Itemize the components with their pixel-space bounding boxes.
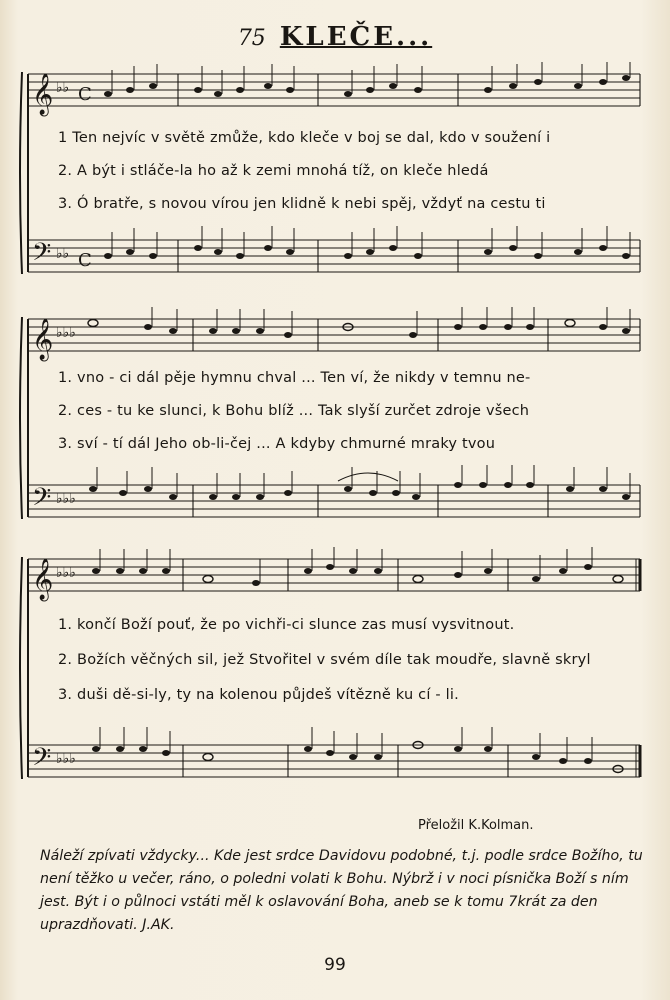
lyric-line-1-3: 3. Ó bratře, s novou vírou jen klidně k nebi spěj, vždyť na cestu ti bbox=[58, 196, 546, 212]
svg-text:♭♭♭: ♭♭♭ bbox=[56, 751, 76, 767]
svg-text:𝄢: 𝄢 bbox=[32, 483, 52, 518]
svg-text:𝄞: 𝄞 bbox=[32, 319, 54, 360]
music-system-3 bbox=[18, 545, 644, 805]
svg-text:♭♭: ♭♭ bbox=[56, 80, 70, 96]
svg-text:C: C bbox=[78, 84, 92, 105]
lyric-line-2-2: 2. ces - tu ke slunci, k Bohu blíž ... Tak slyší zurčet zdroje všech bbox=[58, 403, 530, 419]
music-system-1 bbox=[18, 60, 644, 295]
svg-text:♭♭♭: ♭♭♭ bbox=[56, 325, 76, 341]
svg-text:♭♭♭: ♭♭♭ bbox=[56, 491, 76, 507]
svg-text:𝄢: 𝄢 bbox=[32, 743, 52, 778]
footnote-text: Náleží zpívati vždycky... Kde jest srdce Davidovu podobné, t.j. podle srdce Božího, tu není těžko u večer, ráno, o poledni volati k Bohu. Nýbrž i v noci písnička Boží s ním jest. Být i o půlnoci vstáti měl k oslavování Boha, aneb se k tomu 7krát za den uprazdňovati. J.AK. bbox=[40, 848, 643, 933]
svg-text:♭♭: ♭♭ bbox=[56, 246, 70, 262]
svg-text:𝄞: 𝄞 bbox=[32, 559, 54, 600]
lyric-line-3-2: 2. Božích věčných sil, jež Stvořitel v svém díle tak moudře, slavně skryl bbox=[58, 652, 591, 668]
staff-notation-3 bbox=[18, 545, 644, 805]
music-system-2 bbox=[18, 305, 644, 535]
lyric-line-3-1: 1. končí Boží pouť, že po vichři-ci slunce zas musí vysvitnout. bbox=[58, 617, 515, 633]
lyric-line-3-3: 3. duši dě-si-ly, ty na kolenou půjdeš vítězně ku cí - li. bbox=[58, 687, 459, 703]
lyric-line-2-1: 1. vno - ci dál pěje hymnu chval ... Ten ví, že nikdy v temnu ne- bbox=[58, 370, 531, 386]
lyric-line-1-2: 2. A být i stláče-la ho až k zemi mnohá tíž, on kleče hledá bbox=[58, 163, 489, 179]
song-heading bbox=[0, 22, 670, 52]
svg-text:♭♭♭: ♭♭♭ bbox=[56, 565, 76, 581]
lyric-line-2-3: 3. sví - tí dál Jeho ob-li-čej ... A kdyby chmurné mraky tvou bbox=[58, 436, 496, 452]
svg-text:𝄢: 𝄢 bbox=[32, 238, 52, 273]
lyric-line-1-1: 1 Ten nejvíc v světě zmůže, kdo kleče v boj se dal, kdo v soužení i bbox=[58, 130, 551, 146]
svg-text:𝄞: 𝄞 bbox=[32, 74, 54, 115]
svg-text:C: C bbox=[78, 250, 92, 271]
page-number: 99 bbox=[324, 955, 346, 975]
song-number: 75 bbox=[237, 26, 266, 51]
song-title: KLEČE... bbox=[279, 22, 433, 52]
staff-notation-2 bbox=[18, 305, 644, 535]
translator-credit: Přeložil K.Kolman. bbox=[418, 818, 534, 833]
